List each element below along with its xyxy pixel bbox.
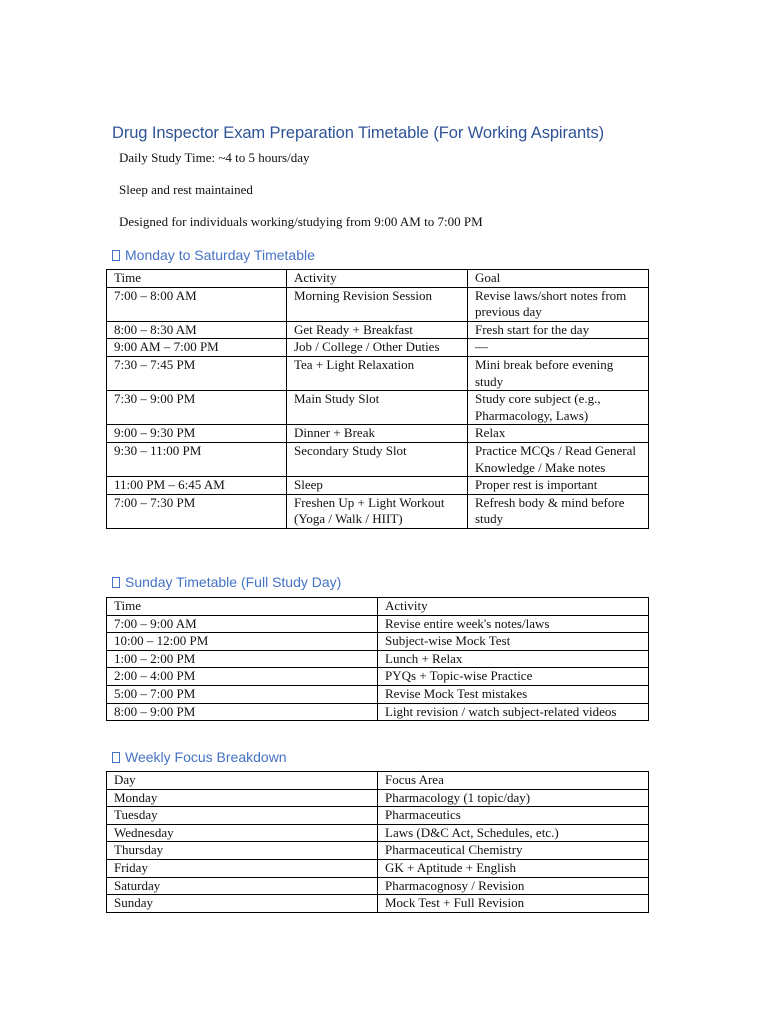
table-cell: Lunch + Relax xyxy=(378,650,649,668)
table-row xyxy=(107,877,649,895)
table-header-row xyxy=(107,270,649,288)
table-row xyxy=(107,842,649,860)
weekday-timetable xyxy=(106,269,649,529)
table-row xyxy=(107,807,649,825)
weekly-focus-table xyxy=(106,771,649,913)
table-cell: Pharmaceutical Chemistry xyxy=(378,842,649,860)
column-header: Time xyxy=(107,270,287,288)
table-cell: Saturday xyxy=(107,877,378,895)
intro-study-time: Daily Study Time: ~4 to 5 hours/day xyxy=(119,150,310,165)
table-cell: Revise Mock Test mistakes xyxy=(378,685,649,703)
table-cell: 9:00 – 9:30 PM xyxy=(107,425,287,443)
table-cell: Sunday xyxy=(107,895,378,913)
intro-sleep: Sleep and rest maintained xyxy=(119,182,253,197)
table-cell: 7:00 – 8:00 AM xyxy=(107,287,287,321)
table-cell: PYQs + Topic-wise Practice xyxy=(378,668,649,686)
table-cell: 8:00 – 8:30 AM xyxy=(107,321,287,339)
section-heading-sunday-text: Sunday Timetable (Full Study Day) xyxy=(125,574,342,590)
table-cell: 9:30 – 11:00 PM xyxy=(107,442,287,476)
table-cell: Refresh body & mind before study xyxy=(468,494,649,528)
table-row xyxy=(107,442,649,476)
column-header: Goal xyxy=(468,270,649,288)
table-cell: 11:00 PM – 6:45 AM xyxy=(107,477,287,495)
table-cell: Pharmaceutics xyxy=(378,807,649,825)
table-cell: — xyxy=(468,339,649,357)
table-row xyxy=(107,633,649,651)
sunday-timetable xyxy=(106,597,649,721)
section-heading-weekly-focus-text: Weekly Focus Breakdown xyxy=(125,749,287,765)
table-cell: Main Study Slot xyxy=(287,391,468,425)
table-cell: Revise entire week's notes/laws xyxy=(378,615,649,633)
column-header: Time xyxy=(107,598,378,616)
table-row xyxy=(107,895,649,913)
table-cell: Sleep xyxy=(287,477,468,495)
section-heading-sunday xyxy=(112,574,341,590)
table-cell: Tuesday xyxy=(107,807,378,825)
table-row xyxy=(107,477,649,495)
column-header: Focus Area xyxy=(378,772,649,790)
section-heading-weekday-text: Monday to Saturday Timetable xyxy=(125,247,315,263)
table-cell: 7:00 – 7:30 PM xyxy=(107,494,287,528)
table-cell: 2:00 – 4:00 PM xyxy=(107,668,378,686)
table-row xyxy=(107,859,649,877)
table-cell: Relax xyxy=(468,425,649,443)
table-cell: 5:00 – 7:00 PM xyxy=(107,685,378,703)
table-cell: Job / College / Other Duties xyxy=(287,339,468,357)
page-title: Drug Inspector Exam Preparation Timetable (For Working Aspirants) xyxy=(112,124,605,142)
table-cell: Get Ready + Breakfast xyxy=(287,321,468,339)
table-cell: 8:00 – 9:00 PM xyxy=(107,703,378,721)
table-cell: Revise laws/short notes from previous day xyxy=(468,287,649,321)
missing-glyph-icon xyxy=(112,752,120,763)
table-cell: Fresh start for the day xyxy=(468,321,649,339)
table-cell: Laws (D&C Act, Schedules, etc.) xyxy=(378,824,649,842)
table-cell: Subject-wise Mock Test xyxy=(378,633,649,651)
table-cell: Proper rest is important xyxy=(468,477,649,495)
table-row xyxy=(107,685,649,703)
table-cell: Monday xyxy=(107,789,378,807)
table-cell: Freshen Up + Light Workout (Yoga / Walk / HIIT) xyxy=(287,494,468,528)
table-row xyxy=(107,356,649,390)
table-cell: Tea + Light Relaxation xyxy=(287,356,468,390)
table-row xyxy=(107,824,649,842)
table-cell: Mock Test + Full Revision xyxy=(378,895,649,913)
table-cell: Wednesday xyxy=(107,824,378,842)
missing-glyph-icon xyxy=(112,250,120,261)
column-header: Activity xyxy=(378,598,649,616)
table-header-row xyxy=(107,772,649,790)
table-cell: Mini break before evening study xyxy=(468,356,649,390)
table-cell: 7:00 – 9:00 AM xyxy=(107,615,378,633)
missing-glyph-icon xyxy=(112,577,120,588)
table-row xyxy=(107,425,649,443)
table-cell: Thursday xyxy=(107,842,378,860)
intro-schedule: Designed for individuals working/studying from 9:00 AM to 7:00 PM xyxy=(119,214,483,229)
table-cell: Secondary Study Slot xyxy=(287,442,468,476)
table-row xyxy=(107,287,649,321)
table-row xyxy=(107,703,649,721)
column-header: Activity xyxy=(287,270,468,288)
table-cell: Study core subject (e.g., Pharmacology, Laws) xyxy=(468,391,649,425)
section-heading-weekly-focus xyxy=(112,749,287,765)
table-row xyxy=(107,615,649,633)
table-cell: Dinner + Break xyxy=(287,425,468,443)
table-cell: 1:00 – 2:00 PM xyxy=(107,650,378,668)
table-cell: 7:30 – 7:45 PM xyxy=(107,356,287,390)
table-row xyxy=(107,789,649,807)
table-cell: Light revision / watch subject-related videos xyxy=(378,703,649,721)
table-cell: Friday xyxy=(107,859,378,877)
table-row xyxy=(107,339,649,357)
table-cell: Morning Revision Session xyxy=(287,287,468,321)
column-header: Day xyxy=(107,772,378,790)
table-cell: Pharmacology (1 topic/day) xyxy=(378,789,649,807)
table-cell: 9:00 AM – 7:00 PM xyxy=(107,339,287,357)
table-cell: 10:00 – 12:00 PM xyxy=(107,633,378,651)
table-row xyxy=(107,668,649,686)
table-row xyxy=(107,391,649,425)
table-row xyxy=(107,321,649,339)
table-row xyxy=(107,494,649,528)
table-header-row xyxy=(107,598,649,616)
table-cell: Practice MCQs / Read General Knowledge / Make notes xyxy=(468,442,649,476)
table-cell: Pharmacognosy / Revision xyxy=(378,877,649,895)
section-heading-weekday xyxy=(112,247,315,263)
table-cell: 7:30 – 9:00 PM xyxy=(107,391,287,425)
table-row xyxy=(107,650,649,668)
table-cell: GK + Aptitude + English xyxy=(378,859,649,877)
